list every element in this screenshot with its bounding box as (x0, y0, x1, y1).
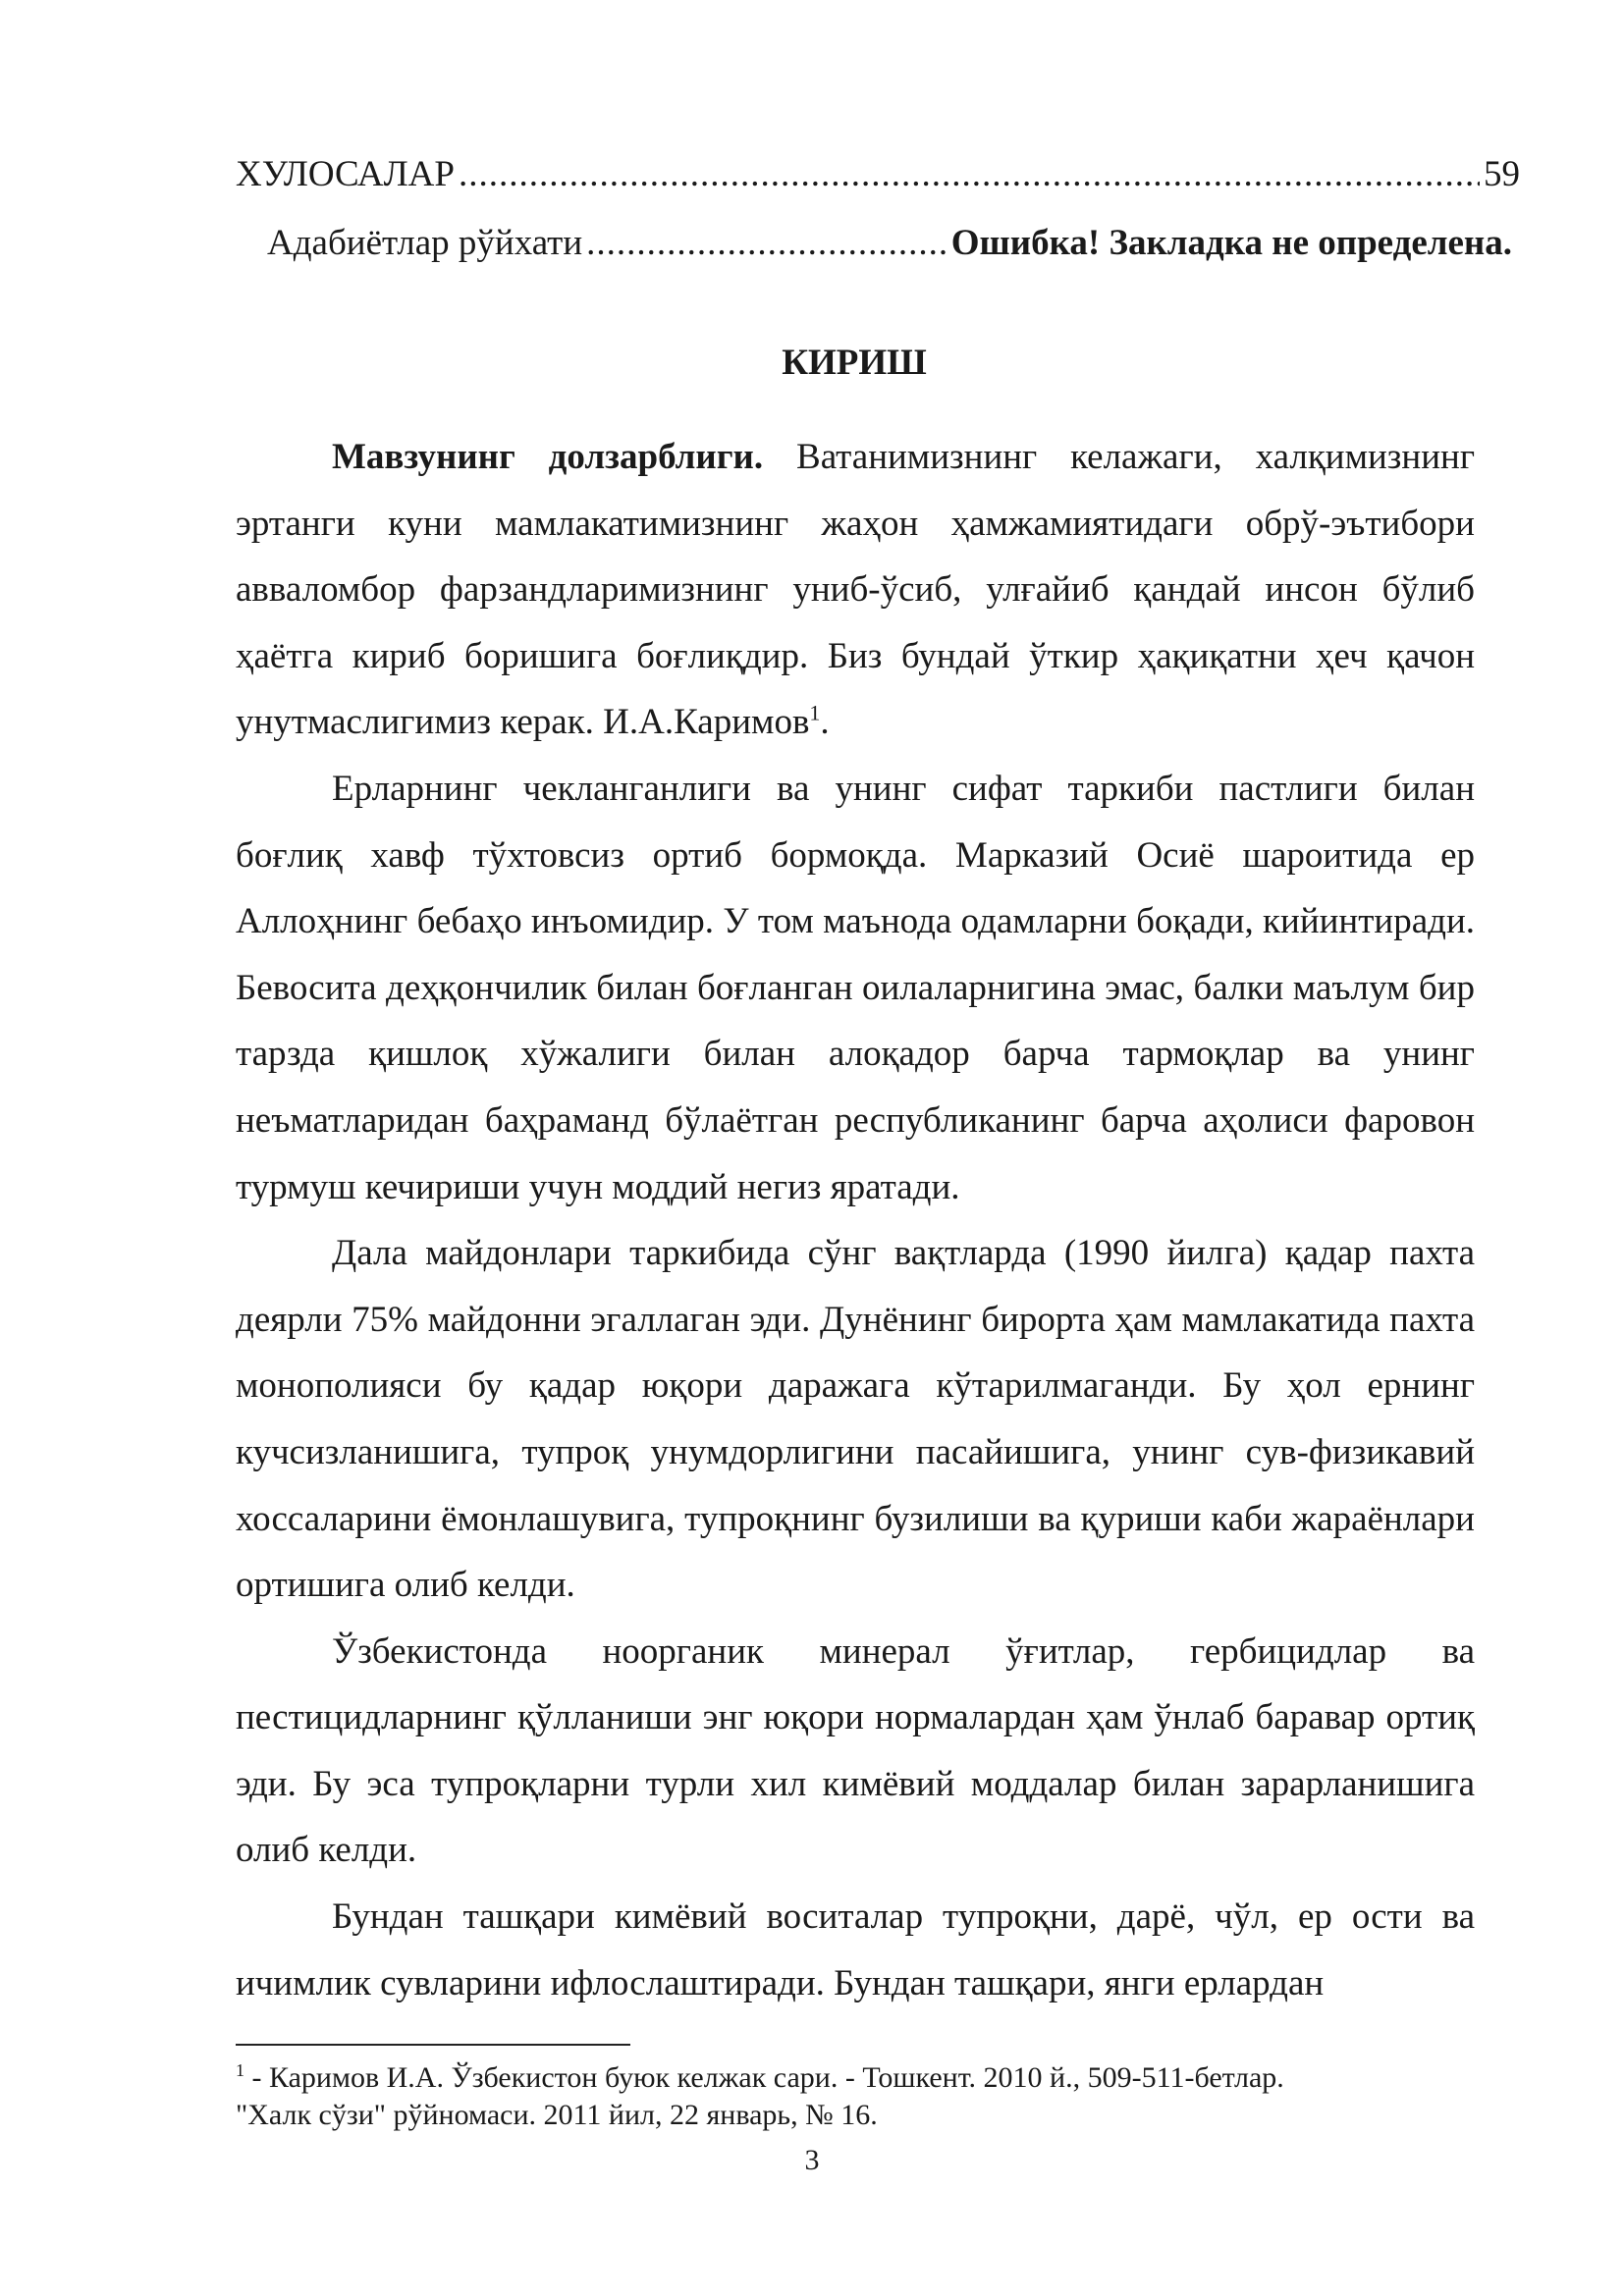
toc-entry-references[interactable] (267, 222, 1512, 264)
toc-entry-label: Адабиётлар рўйхати (267, 223, 583, 263)
paragraph-relevance (236, 424, 1475, 756)
paragraph: Дала майдонлари таркибида сўнг вақтларда (1990 йилга) қадар пахта деярли 75% майдонни эгаллаган эди. Дунёнинг бирорта ҳам мамлакатида пахта монополияси бу қадар юқори даражага кўтарилмаганди. Бу ҳол ернинг кучсизланишига, тупроқ унумдорлигини пасайишига, унинг сув-физикавий хоссаларини ёмонлашувига, тупроқнинг бузилиши ва қуриши каби жараёнлари ортишига олиб келди. (236, 1233, 1475, 1606)
footnote (236, 2059, 1475, 2134)
paragraph: Бундан ташқари кимёвий воситалар тупроқни, дарё, чўл, ер ости ва ичимлик сувларини ифлослаштиради. Бундан ташқари, янги ерлардан (236, 1896, 1475, 2003)
toc-entry-label: ХУЛОСАЛАР (236, 154, 455, 194)
paragraph-lead: Мавзунинг долзарблиги. (332, 437, 764, 477)
paragraph-end: . (820, 702, 830, 743)
toc-leader-dots (586, 222, 947, 264)
paragraph: Ерларнинг чекланганлиги ва унинг сифат таркиби пастлиги билан боғлиқ хавф тўхтовсиз ортиб бормоқда. Марказий Осиё шароитида ер Аллоҳнинг бебаҳо инъомидир. У том маънода одамларни боқади, кийинтиради. Бевосита деҳқончилик билан боғланган оилаларнигина эмас, балки маълум бир тарзда қишлоқ хўжалиги билан алоқадор барча тармоқлар ва унинг неъматларидан баҳраманд бўлаётган республиканинг барча аҳолиси фаровон турмуш кечириши учун моддий негиз яратади. (236, 768, 1475, 1207)
footnote-mark: 1 (236, 2060, 244, 2080)
paragraph: Ўзбекистонда ноорганик минерал ўғитлар, гербицидлар ва пестицидларнинг қўлланиши энг юқори нормалардан ҳам ўнлаб баравар ортиқ эди. Бу эса тупроқларни турли хил кимёвий моддалар билан зарарланишига олиб келди. (236, 1630, 1475, 1871)
footnote-separator (236, 2044, 630, 2046)
footnote-text: - Каримов И.А. Ўзбекистон буюк келжак сари. - Тошкент. 2010 й., 509-511-бетлар. (244, 2061, 1284, 2094)
page-number: 3 (804, 2144, 820, 2176)
footnote-line (236, 2059, 1475, 2097)
toc-entry-conclusions[interactable] (236, 153, 1520, 195)
section-heading: КИРИШ (782, 343, 927, 383)
footnote-line: "Халк сўзи" рўйномаси. 2011 йил, 22 январь, № 16. (236, 2099, 878, 2131)
paragraph-text: Ватанимизнинг келажаги, халқимизнинг эртанги куни мамлакатимизнинг жаҳон ҳамжамиятидаги обрў-эътибори авваломбор фарзандларимизнинг униб-ўсиб, улғайиб қандай инсон бўлиб ҳаётга кириб боришига боғлиқдир. Биз бундай ўткир ҳақиқатни ҳеч қачон унутмаслигимиз керак. И.А.Каримов (236, 437, 1476, 743)
footnote-ref[interactable]: 1 (809, 701, 821, 726)
toc-entry-page: 59 (1484, 154, 1520, 194)
body-text (236, 424, 1475, 2016)
toc-leader-dots (459, 153, 1480, 195)
toc-entry-error: Ошибка! Закладка не определена. (950, 223, 1512, 263)
